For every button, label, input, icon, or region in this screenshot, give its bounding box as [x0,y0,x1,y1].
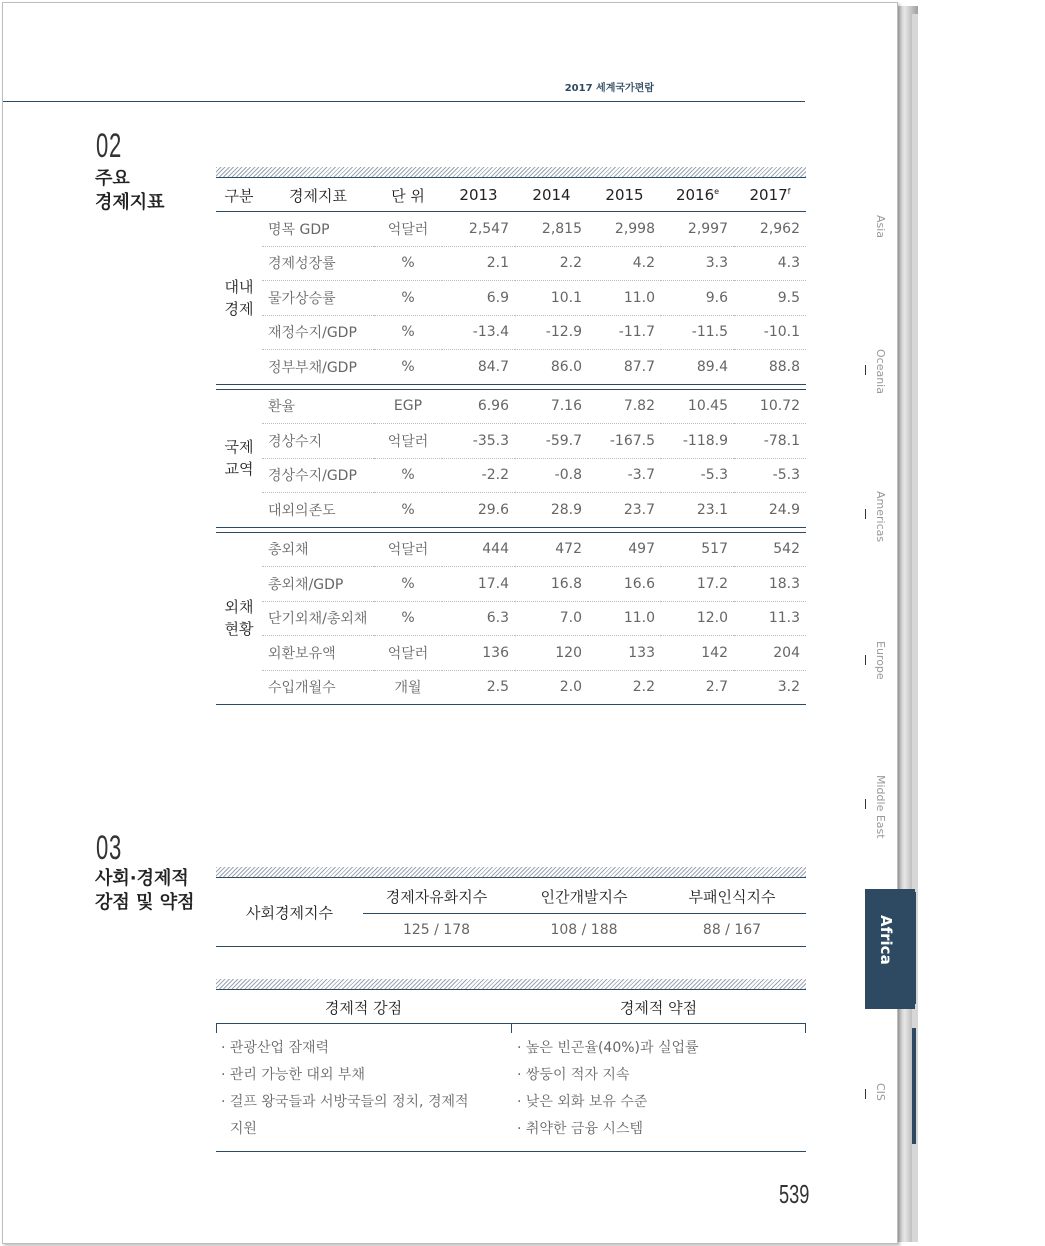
side-tab-europe[interactable]: Europe [874,641,887,680]
weakness-list [517,1035,802,1143]
value-cell: 11.3 [734,601,806,636]
divider-tick [216,1023,217,1033]
value-cell: 136 [442,636,515,671]
unit-cell: % [374,350,442,385]
header-2017 [734,179,806,212]
value-cell: 444 [442,532,515,567]
economic-indicators-body [216,212,806,705]
value-cell: 2.0 [515,670,588,705]
value-cell: 2.1 [442,246,515,281]
unit-cell: % [374,315,442,350]
table-row [216,567,806,602]
table-row [216,246,806,281]
header-2017-year: 2017 [749,186,788,204]
indicator-cell: 정부부채/GDP [262,350,374,385]
value-cell: 7.0 [515,601,588,636]
strength-list [221,1035,506,1143]
indicator-cell: 경상수지 [262,424,374,459]
category-line2: 현황 [224,620,254,639]
side-tick [865,799,866,809]
list-item: · 쌍둥이 적자 지속 [517,1067,630,1083]
value-cell: 2,962 [734,212,806,247]
value-cell: -78.1 [734,424,806,459]
indicator-cell: 총외채 [262,532,374,567]
value-cell: 4.2 [588,246,661,281]
value-cell: 2.2 [588,670,661,705]
category-line1: 외채 [224,598,254,617]
table-row [216,350,806,385]
value-cell: 16.6 [588,567,661,602]
category-cell [216,532,262,705]
value-cell: -35.3 [442,424,515,459]
value-cell: 517 [661,532,734,567]
value-cell: 120 [515,636,588,671]
value-cell: 6.96 [442,389,515,424]
section-title-swot-line1: 사회·경제적 [95,868,189,889]
indicator-cell: 수입개월수 [262,670,374,705]
index-value-corruption-perception: 88 / 167 [658,914,806,947]
index-value-human-development: 108 / 188 [510,914,658,947]
table-row [216,636,806,671]
table-row [216,601,806,636]
table-row [216,493,806,528]
indicator-cell: 단기외채/총외채 [262,601,374,636]
side-tick [865,509,866,519]
list-item: · 걸프 왕국들과 서방국들의 정치, 경제적 [221,1094,469,1110]
value-cell: -167.5 [588,424,661,459]
value-cell: -10.1 [734,315,806,350]
value-cell: 24.9 [734,493,806,528]
value-cell: 18.3 [734,567,806,602]
header-indicator: 경제지표 [262,179,374,212]
weakness-title: 경제적 약점 [619,999,698,1017]
category-cell [216,212,262,385]
unit-cell: % [374,567,442,602]
unit-cell: % [374,246,442,281]
table-row [216,281,806,316]
table-row [216,315,806,350]
value-cell: 23.7 [588,493,661,528]
unit-cell: 억달러 [374,424,442,459]
hatch-bar [216,979,806,990]
value-cell: 17.4 [442,567,515,602]
table-row [216,458,806,493]
list-item: · 관광산업 잠재력 [221,1040,330,1056]
section-title-swot-line2: 강점 및 약점 [95,892,195,913]
side-tick [865,365,866,375]
section-number-econ: 02 [96,127,122,165]
indicator-cell: 총외채/GDP [262,567,374,602]
header-2015: 2015 [588,179,661,212]
category-line2: 교역 [224,460,254,478]
category-line1: 국제 [224,438,254,456]
strength-title: 경제적 강점 [324,999,403,1017]
side-tab-africa-label: Africa [877,915,895,965]
list-item: · 관리 가능한 대외 부채 [221,1067,365,1083]
value-cell: 7.82 [588,389,661,424]
header-2017-forecast-mark: f [787,187,791,196]
side-tab-asia[interactable]: Asia [874,215,887,239]
unit-cell: % [374,281,442,316]
list-item: 지원 [221,1121,257,1137]
value-cell: 204 [734,636,806,671]
unit-cell: 억달러 [374,212,442,247]
list-item: · 취약한 금융 시스템 [517,1121,643,1137]
indicator-cell: 환율 [262,389,374,424]
unit-cell: % [374,493,442,528]
value-cell: 542 [734,532,806,567]
side-tick [865,1089,866,1099]
table-row [216,424,806,459]
value-cell: 28.9 [515,493,588,528]
side-tab-oceania[interactable]: Oceania [874,349,887,394]
value-cell: -12.9 [515,315,588,350]
value-cell: 7.16 [515,389,588,424]
value-cell: 3.3 [661,246,734,281]
value-cell: 89.4 [661,350,734,385]
value-cell: -118.9 [661,424,734,459]
value-cell: 88.8 [734,350,806,385]
bottom-rule [216,1151,806,1152]
value-cell: 6.3 [442,601,515,636]
value-cell: 86.0 [515,350,588,385]
value-cell: 142 [661,636,734,671]
category-line1: 대내 [224,277,254,296]
value-cell: 2,997 [661,212,734,247]
header-unit: 단 위 [374,179,442,212]
section-title-econ-line2: 경제지표 [95,192,165,213]
side-tab-africa-active[interactable] [865,889,915,1009]
side-tab-americas[interactable]: Americas [874,491,887,543]
value-cell: 9.5 [734,281,806,316]
value-cell: 2.5 [442,670,515,705]
value-cell: 133 [588,636,661,671]
value-cell: 472 [515,532,588,567]
value-cell: 16.8 [515,567,588,602]
header-title: 2017 세계국가편람 [564,83,654,94]
hatch-bar [216,867,806,878]
value-cell: 11.0 [588,601,661,636]
index-header-human-development: 인간개발지수 [510,879,658,914]
unit-cell: EGP [374,389,442,424]
value-cell: 2,547 [442,212,515,247]
value-cell: 23.1 [661,493,734,528]
document-page [2,2,898,1244]
unit-cell: % [374,458,442,493]
value-cell: 10.1 [515,281,588,316]
header-category: 구분 [216,179,262,212]
indicator-cell: 외환보유액 [262,636,374,671]
economic-indicators-table [216,179,806,705]
indicator-cell: 대외의존도 [262,493,374,528]
table-row [216,670,806,705]
indicator-cell: 물가상승률 [262,281,374,316]
value-cell: -11.7 [588,315,661,350]
section-title-swot [95,867,194,915]
value-cell: 12.0 [661,601,734,636]
section-number-swot: 03 [96,829,122,867]
unit-cell: 억달러 [374,636,442,671]
indicator-cell: 경상수지/GDP [262,458,374,493]
value-cell: -2.2 [442,458,515,493]
side-tab-middle-east[interactable]: Middle East [874,775,887,839]
index-header-corruption-perception: 부패인식지수 [658,879,806,914]
value-cell: 4.3 [734,246,806,281]
unit-cell: % [374,601,442,636]
index-header-row [216,879,806,914]
value-cell: 2,815 [515,212,588,247]
header-2013: 2013 [442,179,515,212]
strength-weakness-header [216,991,806,1024]
page-number: 539 [779,1179,810,1209]
header-2016-estimate-mark: e [714,187,720,196]
value-cell: 87.7 [588,350,661,385]
socioeconomic-index-table [216,879,806,947]
table-row [216,212,806,247]
value-cell: 17.2 [661,567,734,602]
section-title-econ-line1: 주요 [95,168,130,189]
cis-tab-edge [912,1028,916,1144]
list-item: · 높은 빈곤율(40%)과 실업률 [517,1040,699,1056]
index-value-economic-freedom: 125 / 178 [363,914,510,947]
value-cell: -13.4 [442,315,515,350]
value-cell: -5.3 [661,458,734,493]
side-tick [865,655,866,665]
value-cell: 11.0 [588,281,661,316]
indicator-cell: 재정수지/GDP [262,315,374,350]
unit-cell: 개월 [374,670,442,705]
indicator-cell: 명목 GDP [262,212,374,247]
section-title-econ [95,167,165,215]
divider-tick [511,1023,512,1033]
value-cell: 9.6 [661,281,734,316]
unit-cell: 억달러 [374,532,442,567]
value-cell: -11.5 [661,315,734,350]
value-cell: 29.6 [442,493,515,528]
value-cell: 6.9 [442,281,515,316]
category-cell [216,389,262,527]
table-row [216,389,806,424]
value-cell: 2,998 [588,212,661,247]
value-cell: 3.2 [734,670,806,705]
header-rule [3,101,805,102]
index-row-label: 사회경제지수 [216,879,363,947]
value-cell: -59.7 [515,424,588,459]
value-cell: 10.45 [661,389,734,424]
side-tab-cis[interactable]: CIS [874,1083,887,1101]
index-header-economic-freedom: 경제자유화지수 [363,879,510,914]
value-cell: -3.7 [588,458,661,493]
value-cell: -0.8 [515,458,588,493]
hatch-bar [216,167,806,178]
header-2016-year: 2016 [675,186,715,204]
header-2014: 2014 [515,179,588,212]
header-2016 [661,179,734,212]
value-cell: 497 [588,532,661,567]
list-item: · 낮은 외화 보유 수준 [517,1094,648,1110]
value-cell: -5.3 [734,458,806,493]
value-cell: 2.2 [515,246,588,281]
value-cell: 84.7 [442,350,515,385]
value-cell: 2.7 [661,670,734,705]
category-line2: 경제 [224,299,254,318]
indicator-cell: 경제성장률 [262,246,374,281]
table-row [216,532,806,567]
value-cell: 10.72 [734,389,806,424]
divider-tick [805,1023,806,1033]
table-header-row [216,179,806,212]
